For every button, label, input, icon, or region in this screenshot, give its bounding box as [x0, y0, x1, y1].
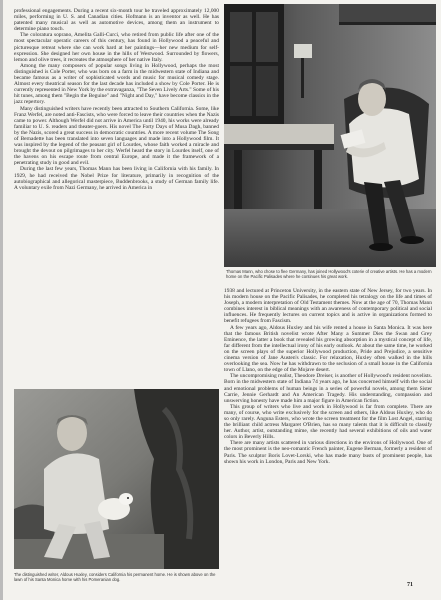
page-edge [0, 0, 3, 600]
aldous-huxley-caption: The distinguished writer, Aldous Huxley, considers California his permanent home. He is shown above on the lawn of his Santa Monica home with his Pomeranian dog. [14, 572, 216, 582]
left-paragraph-4: Many distinguished writers have recently been attracted to Southern California. Some, like Franz Werfel, are noted anti-Fascists, who were forced to leave their countries when the Nazis came to power. Although Werfel did not arrive in America until 1940, his works were already familiar to U. S. readers and theater-goers. His novel The Forty Days of Musa Dagh, banned by the Nazis, scored a great success in democratic countries. A more recent volume The Song of Bernadette has been translated into seven languages and made into a Hollywood film. It was inspired by the legend of the peasant girl of Lourdes, whose faith worked a miracle and brought the devout on pilgrimages to her city. Werfel heard the story in Lourdes itself, one of the havens on his escape route from central Europe, and made it the framework of a penetrating study in good and evil. [14, 105, 219, 167]
thomas-mann-caption: Thomas Mann, who chose to flee Germany, has joined Hollywood's coterie of creative artists. He has a modern home on the Pacific Palisades where he continues his great work. [226, 269, 432, 279]
left-paragraph-5: During the last few years, Thomas Mann has been living in California with his family. In 1929, he had received the Nobel Prize for literature, primarily in recognition of the autobiographical and allegorical masterpiece, Buddenbrooks, a study of German family life. A voluntary exile from Nazi Germany, he arrived in America in [14, 166, 219, 191]
left-paragraph-2: The coloratura soprano, Amelita Galli-Curci, who retired from public life after one of the most spectacular operatic careers of this century, has found in Hollywood a peaceful and picturesque retreat where she can work hard at her paintings—her new medium for self-expression. She designed her own house in the hills of Westwood. Surrounded by flowers, lemon and olive trees, it recreates the atmosphere of her native Italy. [14, 32, 219, 63]
left-column-text [14, 8, 219, 384]
left-paragraph-3: Among the many composers of popular songs living in Hollywood, perhaps the most distinguished is Cole Porter, who was born on a farm in the midwestern state of Indiana and became famous as a writer of sophisticated words and music for musical comedy stage. Almost every theatrical season for the last decade has included a show by Cole Porter. He is currently represented in New York by the extravaganza, "The Seven Lively Arts." Some of his hit tunes, among them "Begin the Beguine" and "Night and Day," have become classics in the jazz repertory. [14, 62, 219, 106]
right-paragraph-5: There are many artists scattered in various directions in the environs of Hollywood. One of the most prominent is the neo-romantic French painter, Eugene Berman, formerly a resident of Paris. The sculptor Boris Lovet-Lorski, who has made many busts of prominent people, has shown his work in London, Paris and New York. [224, 440, 432, 465]
left-paragraph-1: professional engagements. During a recent six-month tour he traveled approximately 12,000 miles, performing in U. S. and Canadian cities. Hofmann is an inventor as well. He has patented many musical as well as automotive devices, among them an instrument to determine piano touch. [14, 8, 219, 33]
right-paragraph-3: The uncompromising realist, Theodore Dreiser, is another of Hollywood's resident novelists. Born in the midwestern state of Indiana 74 years ago, he has concerned himself with the social and emotional problems of human beings in a series of powerful novels, among them Sister Carrie, Jennie Gerhardt and An American Tragedy. His understanding, compassion and unswerving honesty have made him a major figure in American fiction. [224, 373, 432, 404]
aldous-huxley-photo [14, 389, 219, 569]
page-number: 71 [407, 582, 413, 588]
thomas-mann-photo [224, 4, 436, 267]
right-paragraph-2: A few years ago, Aldous Huxley and his wife rented a house in Santa Monica. It was here that the famous British novelist wrote After Many a Summer Dies the Swan and Grey Eminence, the latter a book that revealed his growing absorption in a mystical concept of life, far different from the intellectual irony of his early outlook. At about the same time, he worked on the screen plays of the superior Hollywood production, Pride and Prejudice, a sensitive cinema version of Jane Austen's classic. For relaxation, Huxley often walked in the hills overlooking the sea. Now he has withdrawn to the seclusion of a small house in the California town of Llano, on the edge of the Mojave desert. [224, 324, 432, 374]
right-column-text [224, 288, 432, 584]
right-paragraph-1: 1938 and lectured at Princeton University, in the eastern state of New Jersey, for two years. In his modern house on the Pacific Palisades, he completed his tetralogy on the life and times of Joseph, a modern interpretation of Old Testament themes. Now at the age of 70, Thomas Mann combines interest in biblical meanings with an awareness of contemporary political and social influences. He frequently lectures on current topics and is active in organizations formed to benefit refugees from Fascism. [224, 288, 432, 325]
right-paragraph-4: This group of writers who live and work in Hollywood is far from complete. There are many, of course, who write exclusively for the screen and others, like Aldous Huxley, who do so only rarely. Anguna Esters, who wrote the screen treatment for the film Lost Angel, starring the brilliant child actress Margaret O'Brien, has so many talents that it is difficult to classify her. Author, artist, outstanding mime, she recently had several exhibitions of oils and water colors in Beverly Hills. [224, 403, 432, 441]
